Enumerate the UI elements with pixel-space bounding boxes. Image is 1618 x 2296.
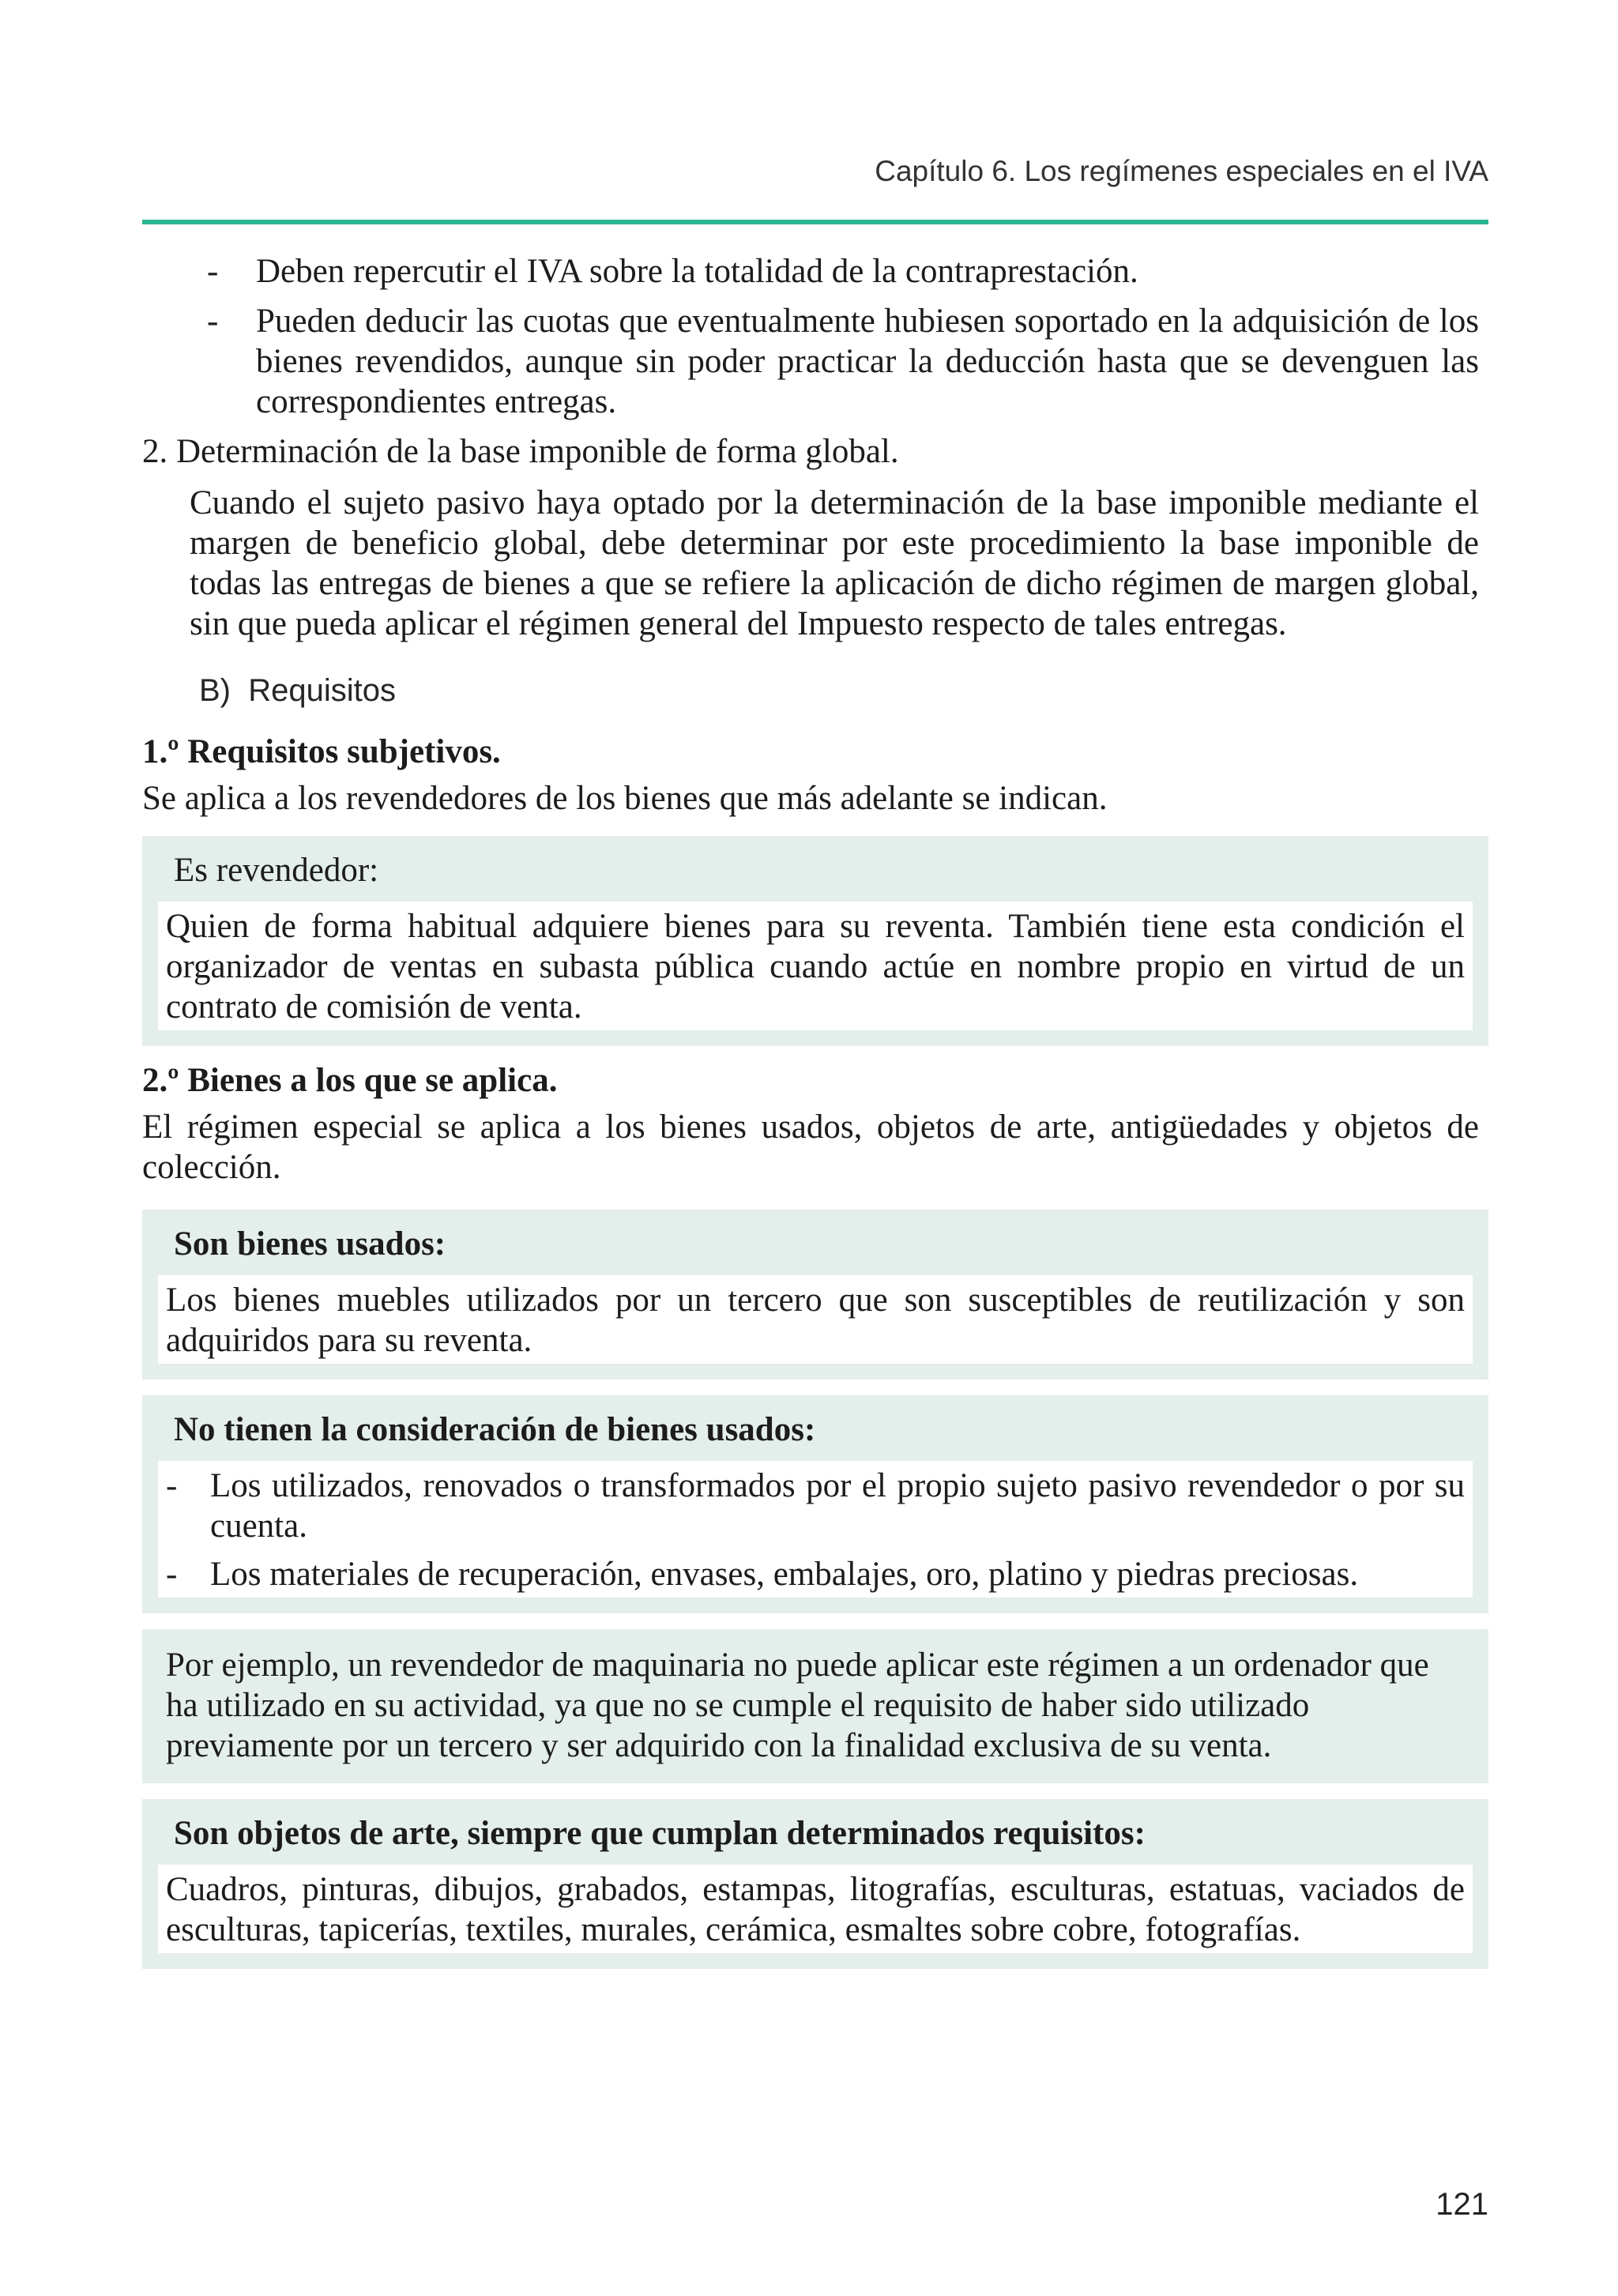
page-content (142, 251, 1488, 1969)
arte-box (142, 1799, 1488, 1969)
req-2-body: El régimen especial se aplica a los bienes usados, objetos de arte, antigüedades y objetos de colección. (142, 1108, 1479, 1186)
revendedor-box-body: Quien de forma habitual adquiere bienes para su reventa. También tiene esta condición el organizador de ventas en subasta pública cuando actúe en nombre propio en virtud de un contrato de comisión de venta. (158, 901, 1473, 1030)
req-1-body: Se aplica a los revendedores de los bienes que más adelante se indican. (142, 780, 1108, 817)
list-item-text: Los utilizados, renovados o transformados por el propio sujeto pasivo revendedor o por su cuenta. (210, 1467, 1465, 1545)
list-item (166, 1466, 1465, 1546)
point-2-body: Cuando el sujeto pasivo haya optado por la determinación de la base imponible mediante el margen de beneficio global, debe determinar por este procedimiento la base imponible de todas las entregas de bienes a que se refiere la aplicación de dicho régimen de margen global, sin que pueda aplicar el régimen general del Impuesto respecto de tales entregas. (190, 484, 1479, 642)
point-2-title: 2. Determinación de la base imponible de forma global. (142, 433, 899, 470)
req-1-title: 1.º Requisitos subjetivos. (142, 733, 501, 770)
list-dash: - (207, 303, 219, 340)
list-item-text: Los materiales de recuperación, envases, embalajes, oro, platino y piedras preciosas. (210, 1556, 1359, 1593)
revendedor-box-title: Es revendedor: (174, 852, 379, 889)
arte-box-body: Cuadros, pinturas, dibujos, grabados, estampas, litografías, esculturas, estatuas, vaciados de esculturas, tapicerías, textiles, murales, cerámica, esmaltes sobre cobre, fotografías. (158, 1865, 1473, 1953)
usados-box-title: Son bienes usados: (174, 1225, 446, 1263)
usados-box (142, 1210, 1488, 1379)
list-item (142, 251, 1488, 292)
usados-box-body: Los bienes muebles utilizados por un tercero que son susceptibles de reutilización y son adquiridos para su reventa. (158, 1275, 1473, 1364)
chapter-header: Capítulo 6. Los regímenes especiales en el IVA (875, 155, 1488, 187)
list-item-text: Deben repercutir el IVA sobre la totalidad de la contraprestación. (256, 253, 1138, 290)
arte-box-title: Son objetos de arte, siempre que cumplan determinados requisitos: (174, 1815, 1146, 1852)
no-usados-box-body (158, 1461, 1473, 1598)
no-usados-box (142, 1395, 1488, 1613)
no-usados-box-title: No tienen la consideración de bienes usados: (174, 1411, 816, 1448)
list-dash: - (166, 1556, 178, 1593)
list-item-text: Pueden deducir las cuotas que eventualmente hubiesen soportado en la adquisición de los bienes revendidos, aunque sin poder practicar la deducción hasta que se devenguen las correspondientes entregas. (256, 303, 1479, 420)
ejemplo-box: Por ejemplo, un revendedor de maquinaria no puede aplicar este régimen a un ordenador que ha utilizado en su actividad, ya que no se cumple el requisito de haber sido utilizado previamente por un tercero y ser adquirido con la finalidad exclusiva de su venta. (142, 1629, 1488, 1783)
list-dash: - (166, 1467, 178, 1504)
page-number: 121 (1436, 2187, 1488, 2222)
req-2-title: 2.º Bienes a los que se aplica. (142, 1062, 558, 1099)
revendedor-box (142, 836, 1488, 1046)
list-item (166, 1554, 1465, 1594)
list-dash: - (207, 253, 219, 290)
list-item (142, 301, 1488, 422)
section-b-heading: B) Requisitos (199, 673, 396, 708)
header-rule (142, 220, 1488, 224)
